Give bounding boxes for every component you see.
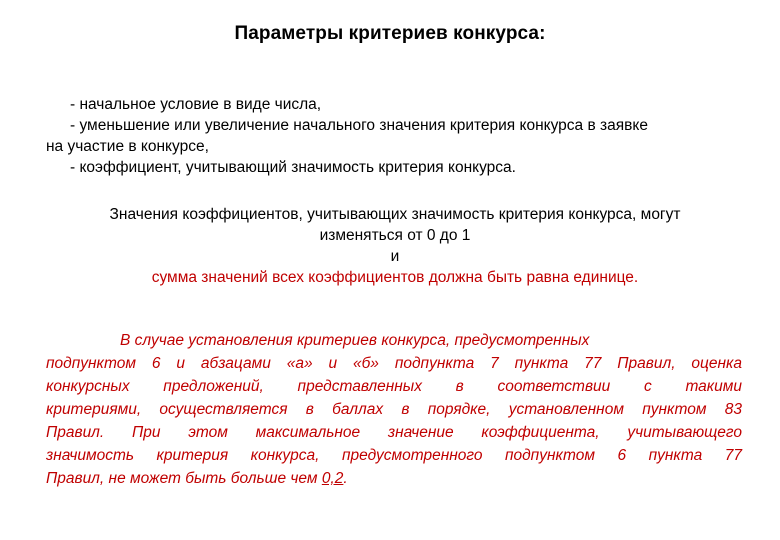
criteria-parameters-list <box>46 94 746 178</box>
rule-line4: критериями, осуществляется в баллах в порядке, установленном пунктом 83 <box>46 401 742 418</box>
coefficients-paragraph <box>40 204 750 288</box>
rule-line3: конкурсных предложений, представленных в соответствии с такими <box>46 378 742 395</box>
list-item-coefficient: - коэффициент, учитывающий значимость критерия конкурса. <box>70 159 516 176</box>
max-coefficient-value: 0,2 <box>321 470 344 487</box>
evaluation-rule-paragraph <box>46 329 742 490</box>
rule-line7 <box>46 467 742 490</box>
coefficients-sum-rule: сумма значений всех коэффициентов должна быть равна единице. <box>151 269 639 286</box>
rule-line6: значимость критерия конкурса, предусмотренного подпунктом 6 пункта 77 <box>46 447 742 464</box>
list-item-initial-condition: - начальное условие в виде числа, <box>70 96 322 113</box>
rule-line2: подпунктом 6 и абзацами «а» и «б» подпункта 7 пункта 77 Правил, оценка <box>46 355 742 372</box>
coefficients-line2: изменяться от 0 до 1 <box>319 227 471 244</box>
coefficients-line3: и <box>390 248 400 265</box>
rule-line7-prefix: Правил, не может быть больше чем <box>46 470 322 487</box>
rule-line5: Правил. При этом максимальное значение коэффициента, учитывающего <box>46 424 742 441</box>
rule-line1: В случае установления критериев конкурса, предусмотренных <box>120 332 590 349</box>
list-item-change-line1: - уменьшение или увеличение начального значения критерия конкурса в заявке <box>70 117 648 134</box>
list-item-change-line2: на участие в конкурсе, <box>46 138 209 155</box>
slide-title: Параметры критериев конкурса: <box>234 23 546 44</box>
coefficients-line1: Значения коэффициентов, учитывающих значимость критерия конкурса, могут <box>109 206 681 223</box>
rule-line7-suffix: . <box>343 470 348 487</box>
